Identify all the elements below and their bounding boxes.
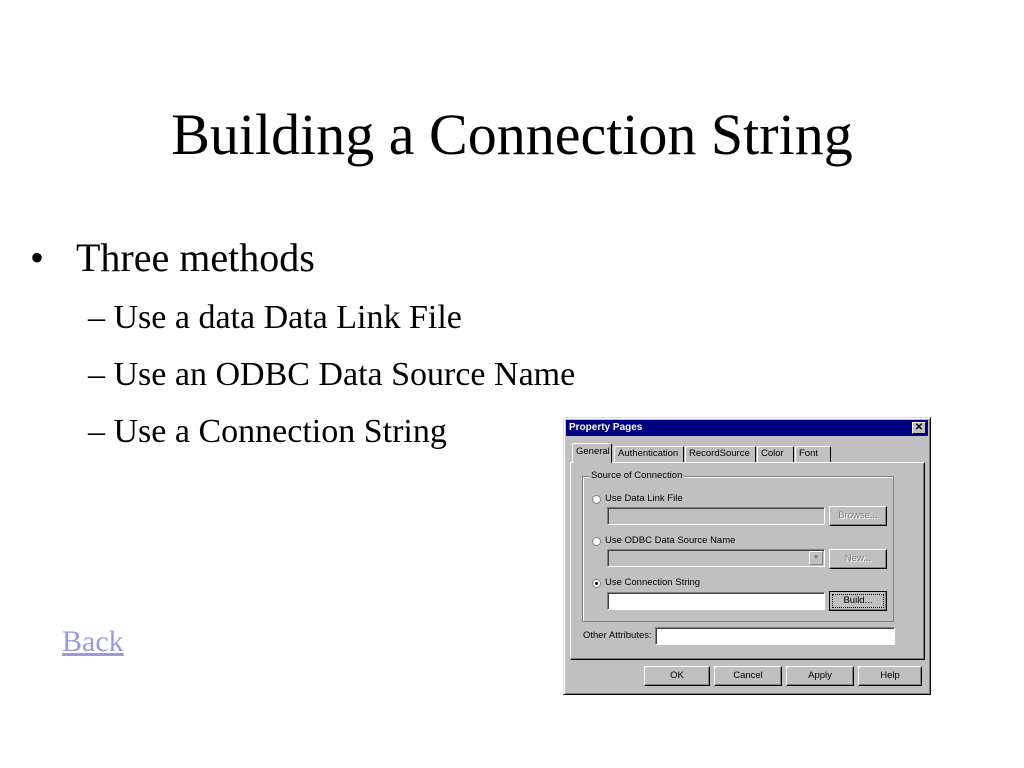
sub-item-odbc-dsn: – Use an ODBC Data Source Name <box>88 356 576 393</box>
tab-font[interactable]: Font <box>795 446 831 462</box>
help-button[interactable]: Help <box>858 666 922 686</box>
tab-general[interactable]: General <box>572 443 612 463</box>
browse-button[interactable]: Browse... <box>829 506 887 526</box>
cancel-button[interactable]: Cancel <box>714 666 782 686</box>
sub-item-data-link-file: – Use a data Data Link File <box>88 299 462 336</box>
tab-authentication[interactable]: Authentication <box>614 446 684 462</box>
build-button[interactable]: Build... <box>829 591 887 611</box>
tab-color[interactable]: Color <box>757 446 794 462</box>
other-attributes-input[interactable] <box>655 627 895 645</box>
connection-string-input[interactable] <box>607 592 825 610</box>
close-icon[interactable]: ✕ <box>912 422 926 434</box>
source-of-connection-group <box>582 470 894 622</box>
data-link-file-label: Use Data Link File <box>605 493 683 504</box>
back-link[interactable]: Back <box>62 625 124 658</box>
data-link-file-field[interactable] <box>607 507 825 525</box>
odbc-dsn-select[interactable] <box>607 549 825 567</box>
connection-string-label: Use Connection String <box>605 577 701 588</box>
tab-recordsource[interactable]: RecordSource <box>685 446 756 462</box>
dialog-title: Property Pages <box>569 422 643 433</box>
property-pages-dialog <box>563 417 931 695</box>
other-attributes-label: Other Attributes: <box>583 630 652 641</box>
dialog-title-bar <box>566 420 928 436</box>
odbc-dsn-radio[interactable] <box>592 537 601 546</box>
bullet-text: Three methods <box>76 235 315 280</box>
group-label: Source of Connection <box>591 470 683 481</box>
slide-title: Building a Connection String <box>171 102 853 167</box>
ok-button[interactable]: OK <box>644 666 710 686</box>
sub-item-connection-string: – Use a Connection String <box>88 413 447 450</box>
odbc-dsn-label: Use ODBC Data Source Name <box>605 535 736 546</box>
connection-string-radio[interactable] <box>592 579 601 588</box>
chevron-down-icon[interactable]: ▼ <box>809 551 823 565</box>
data-link-file-radio[interactable] <box>592 495 601 504</box>
bullet-item <box>30 234 315 282</box>
apply-button[interactable]: Apply <box>786 666 854 686</box>
new-dsn-button[interactable]: New... <box>829 549 887 569</box>
bullet-dot: • <box>30 235 45 280</box>
